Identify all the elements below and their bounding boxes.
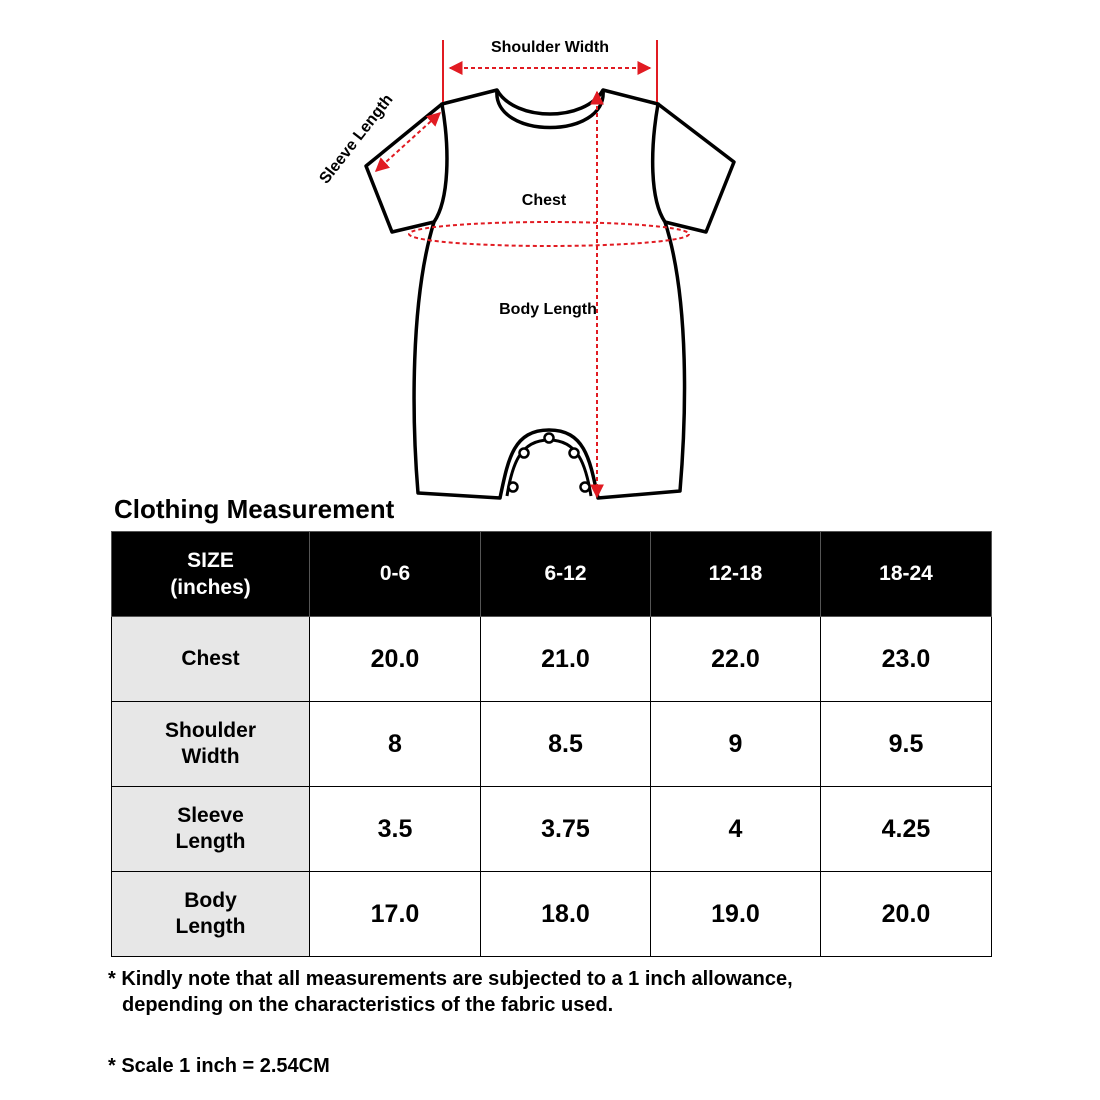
table-cell: 9 xyxy=(651,702,821,787)
table-cell: 18.0 xyxy=(481,872,651,957)
table-cell: 4 xyxy=(651,787,821,872)
sleeve-length-label: Sleeve Length xyxy=(316,91,397,188)
row-label-shoulder-width xyxy=(112,702,310,787)
body-length-label: Body Length xyxy=(499,301,597,318)
table-cell: 20.0 xyxy=(821,872,992,957)
table-cell: 3.5 xyxy=(310,787,481,872)
table-cell: 23.0 xyxy=(821,617,992,702)
scale-note: * Scale 1 inch = 2.54CM xyxy=(108,1055,330,1077)
romper-measurement-diagram xyxy=(0,0,1100,510)
size-column-header xyxy=(112,532,310,617)
row-label-sleeve-length xyxy=(112,787,310,872)
row-label-line2: Length xyxy=(175,830,246,853)
row-label-line2: Width xyxy=(181,745,240,768)
table-cell: 9.5 xyxy=(821,702,992,787)
row-label-line1: Shoulder xyxy=(164,719,256,742)
size-header-6-12: 6-12 xyxy=(481,532,651,617)
allowance-note-line2: depending on the characteristics of the fabric used. xyxy=(122,994,614,1016)
row-label-chest xyxy=(112,617,310,702)
table-cell: 21.0 xyxy=(481,617,651,702)
table-cell: 19.0 xyxy=(651,872,821,957)
allowance-note-line1: * Kindly note that all measurements are subjected to a 1 inch allowance, xyxy=(108,968,793,990)
table-cell: 20.0 xyxy=(310,617,481,702)
table-cell: 3.75 xyxy=(481,787,651,872)
table-row-shoulder-width xyxy=(112,702,992,787)
header-row xyxy=(112,532,992,617)
table-row-chest xyxy=(112,617,992,702)
table-cell: 8 xyxy=(310,702,481,787)
table-cell: 22.0 xyxy=(651,617,821,702)
size-header-18-24: 18-24 xyxy=(821,532,992,617)
row-label-line1: Body xyxy=(184,889,237,912)
chest-label: Chest xyxy=(521,192,567,209)
table-cell: 17.0 xyxy=(310,872,481,957)
size-header-12-18: 12-18 xyxy=(651,532,821,617)
size-header-0-6: 0-6 xyxy=(310,532,481,617)
table-row-body-length xyxy=(112,872,992,957)
shoulder-width-label: Shoulder Width xyxy=(490,39,610,56)
table-cell: 8.5 xyxy=(481,702,651,787)
row-label-body-length xyxy=(112,872,310,957)
size-header-line2: (inches) xyxy=(170,576,251,599)
size-chart-table xyxy=(111,531,992,957)
table-title: Clothing Measurement xyxy=(114,494,395,524)
row-label-line1: Sleeve xyxy=(177,804,244,827)
table-row-sleeve-length xyxy=(112,787,992,872)
row-label-line1: Chest xyxy=(181,647,240,670)
table-cell: 4.25 xyxy=(821,787,992,872)
size-header-line1: SIZE xyxy=(187,549,234,572)
row-label-line2: Length xyxy=(175,915,246,938)
